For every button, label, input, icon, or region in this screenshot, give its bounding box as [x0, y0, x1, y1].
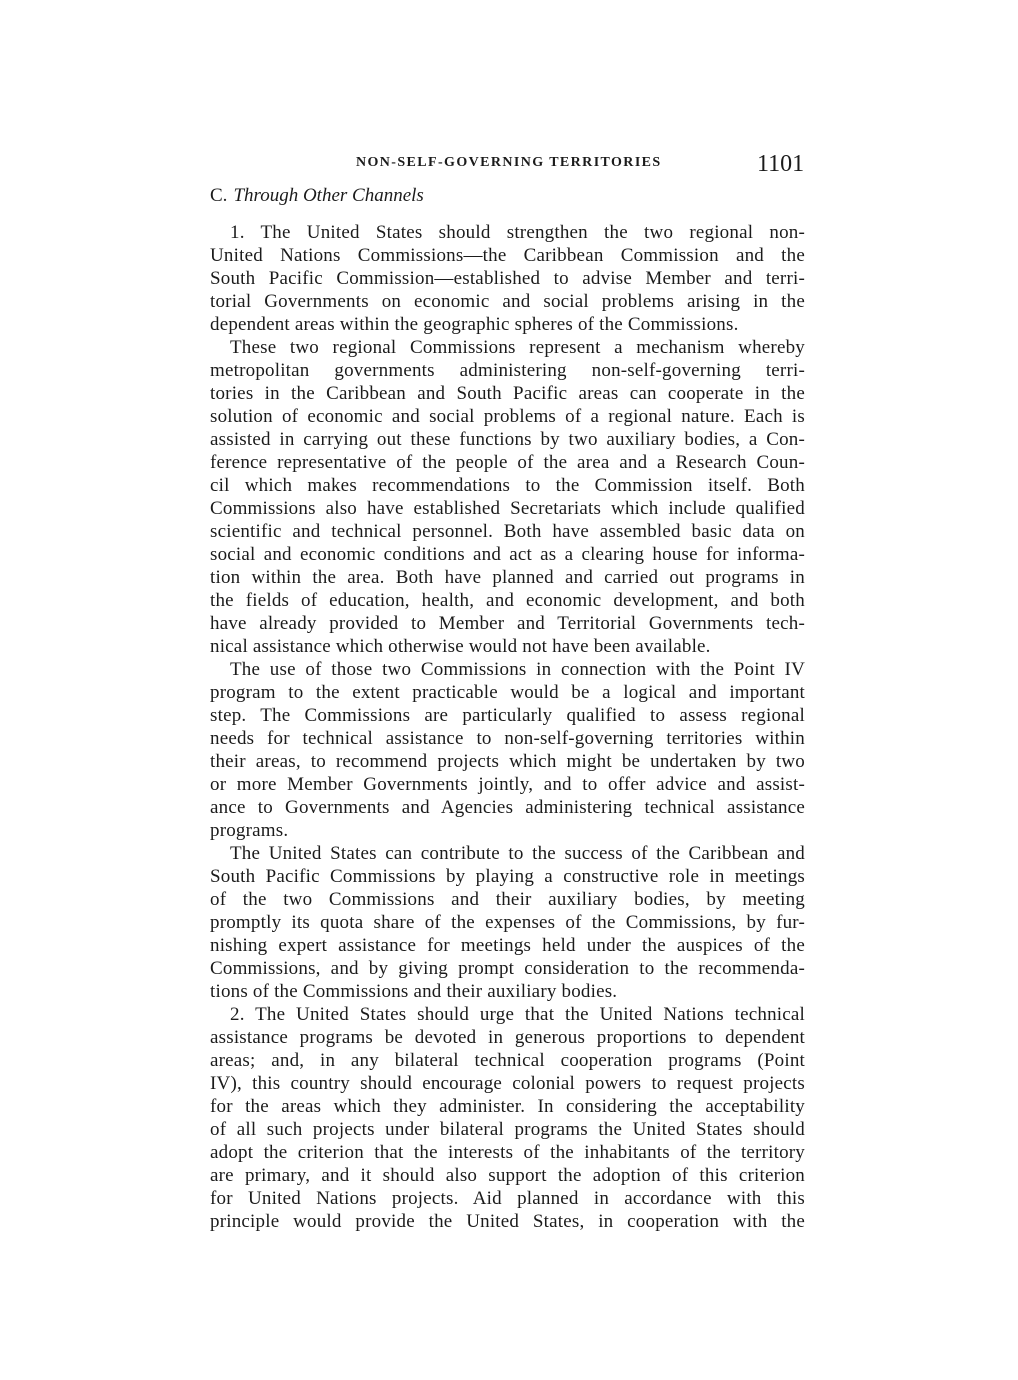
text-line: nical assistance which otherwise would not have been available.: [210, 636, 711, 657]
text-line: the fields of education, health, and economic development, and both: [210, 590, 805, 611]
text-line: for the areas which they administer. In considering the acceptability: [210, 1096, 805, 1117]
paragraph-1: [210, 221, 805, 336]
text-line: assistance programs be devoted in generous proportions to dependent: [210, 1027, 805, 1048]
text-line: torial Governments on economic and social problems arising in the: [210, 291, 805, 312]
paragraph-2: [210, 336, 805, 658]
paragraph-4: [210, 842, 805, 1003]
text-line: assisted in carrying out these functions by two auxiliary bodies, a Con-: [210, 429, 805, 450]
text-line: The United States can contribute to the success of the Caribbean and: [230, 843, 805, 864]
text-line: tion within the area. Both have planned and carried out programs in: [210, 567, 805, 588]
page-number: 1101: [757, 151, 805, 177]
text-line: tories in the Caribbean and South Pacific areas can cooperate in the: [210, 383, 805, 404]
text-line: 1. The United States should strengthen the two regional non-: [230, 222, 805, 243]
text-line: South Pacific Commission—established to advise Member and terri-: [210, 268, 805, 289]
text-line: program to the extent practicable would be a logical and important: [210, 682, 805, 703]
text-line: social and economic conditions and act as a clearing house for informa-: [210, 544, 805, 565]
text-line: programs.: [210, 820, 289, 841]
text-line: South Pacific Commissions by playing a constructive role in meetings: [210, 866, 805, 887]
paragraph-3: [210, 658, 805, 842]
text-line: principle would provide the United States, in cooperation with the: [210, 1211, 805, 1232]
text-line: cil which makes recommendations to the Commission itself. Both: [210, 475, 805, 496]
text-line: 2. The United States should urge that the United Nations technical: [230, 1004, 805, 1025]
text-line: dependent areas within the geographic spheres of the Commissions.: [210, 314, 739, 335]
body-text: [210, 221, 805, 1233]
text-line: ance to Governments and Agencies administering technical assistance: [210, 797, 805, 818]
text-line: Commissions, and by giving prompt consideration to the recommenda-: [210, 958, 805, 979]
running-title: NON-SELF-GOVERNING TERRITORIES: [356, 155, 662, 170]
text-line: IV), this country should encourage colonial powers to request projects: [210, 1073, 805, 1094]
section-heading: [210, 184, 424, 207]
text-line: These two regional Commissions represent a mechanism whereby: [230, 337, 805, 358]
text-line: promptly its quota share of the expenses of the Commissions, by fur-: [210, 912, 805, 933]
text-line: tions of the Commissions and their auxiliary bodies.: [210, 981, 618, 1002]
text-line: for United Nations projects. Aid planned in accordance with this: [210, 1188, 805, 1209]
text-line: of all such projects under bilateral programs the United States should: [210, 1119, 805, 1140]
text-line: are primary, and it should also support the adoption of this criterion: [210, 1165, 805, 1186]
text-line: scientific and technical personnel. Both have assembled basic data on: [210, 521, 805, 542]
text-line: areas; and, in any bilateral technical cooperation programs (Point: [210, 1050, 805, 1071]
text-line: solution of economic and social problems of a regional nature. Each is: [210, 406, 805, 427]
paragraph-5: [210, 1003, 805, 1233]
text-line: metropolitan governments administering non-self-governing terri-: [210, 360, 805, 381]
text-line: step. The Commissions are particularly qualified to assess regional: [210, 705, 805, 726]
text-line: their areas, to recommend projects which might be undertaken by two: [210, 751, 805, 772]
text-line: Commissions also have established Secretariats which include qualified: [210, 498, 805, 519]
section-label: C.: [210, 185, 228, 206]
text-line: adopt the criterion that the interests of the inhabitants of the territory: [210, 1142, 805, 1163]
section-title: Through Other Channels: [233, 185, 424, 206]
text-line: or more Member Governments jointly, and to offer advice and assist-: [210, 774, 805, 795]
text-line: have already provided to Member and Territorial Governments tech-: [210, 613, 805, 634]
text-line: of the two Commissions and their auxiliary bodies, by meeting: [210, 889, 805, 910]
text-line: The use of those two Commissions in connection with the Point IV: [230, 659, 805, 680]
text-line: United Nations Commissions—the Caribbean Commission and the: [210, 245, 805, 266]
text-line: ference representative of the people of the area and a Research Coun-: [210, 452, 805, 473]
text-line: nishing expert assistance for meetings held under the auspices of the: [210, 935, 805, 956]
text-line: needs for technical assistance to non-self-governing territories within: [210, 728, 805, 749]
